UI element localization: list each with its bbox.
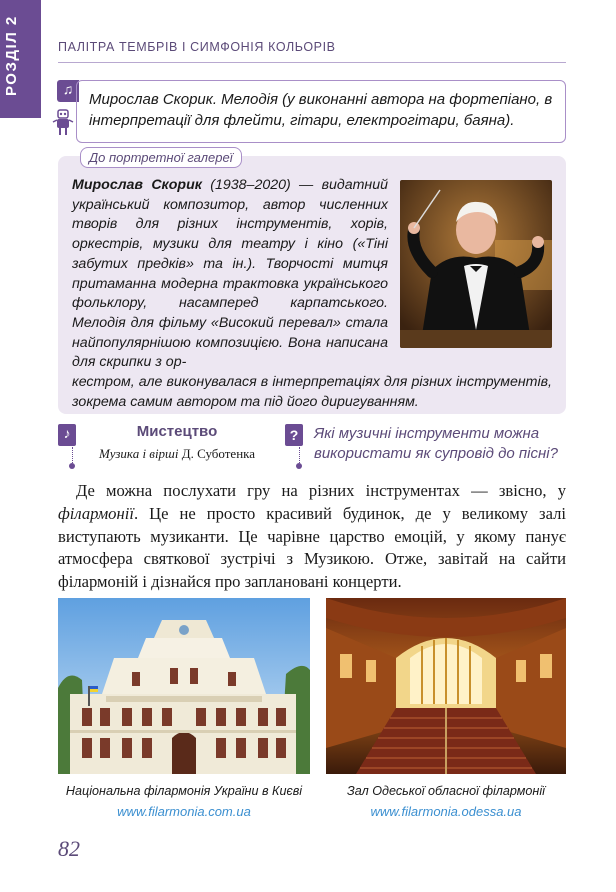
question-icon: ? [285,424,303,446]
body-part1: Де можна послухати гру на різних інструментах — звісно, у [76,481,566,500]
body-italic-term: філармонії [58,503,134,523]
gallery-label: До портретної галереї [80,147,242,168]
music-note-icon: ♪ [58,424,76,446]
gallery-text [72,176,388,373]
listening-task: Мирослав Скорик. Мелодія (у виконанні автора на фортепіано, в інтерпретації для флейти, гітари, електрогітари, баяна). [76,80,566,143]
headphones-icon: ♫ [57,80,79,102]
running-header: ПАЛІТРА ТЕМБРІВ І СИМФОНІЯ КОЛЬОРІВ [58,40,336,54]
section-tab [0,0,41,118]
url-kyiv-link[interactable]: www.filarmonia.com.ua [117,804,251,819]
odesa-hall-photo [326,598,566,774]
kyiv-philharmonic-photo [58,598,310,774]
gallery-text-lead: (1938–2020) — видатний український композитор, автор численних творів для різних інструментів, хорів, оркестрів, музики для театру і кіно («Тіні забутих предків» та ін.). Творчості митця притаманна модерна трактовка українського фольклору, насамперед карпатського. Мелодія для фільму «Високий перевал» стала найпопулярнішою композицією. Вона написана для скрипки з ор- [72,177,388,371]
url-odesa-link[interactable]: www.filarmonia.odessa.ua [370,804,522,819]
body-part2: . Це не просто красивий будинок, де у великому залі виступають музиканти. Це чарівне царство емоцій, у якому панує атмосфера святкової зустрічі з Музикою. Отже, завітай на сайти філармоній і дізнайся про заплановані концерти. [58,503,566,592]
composer-portrait [400,180,552,348]
gallery-text-tail: кестром, але виконувалася в інтерпретаціях для різних інструментів, зокрема самим автором та під його диригуванням. [72,374,552,410]
song-credits-author: Д. Суботенка [178,446,256,461]
song-connector-dot [69,463,75,469]
section-tab-label: РОЗДІЛ 2 [3,15,20,96]
song-credits-prefix: Музика і вірші [98,446,179,461]
body-paragraph [58,480,566,594]
robot-icon [52,108,74,138]
header-divider [58,62,566,63]
question-text: Які музичні інструменти можна використати як супровід до пісні? [314,425,558,462]
song-title: Мистецтво [136,423,218,440]
page-number: 82 [58,836,80,861]
song-credits [82,446,272,462]
composer-name: Мирослав Скорик [72,177,202,193]
question-connector-dot [296,463,302,469]
caption-odesa: Зал Одеської обласної філармонії [347,784,545,798]
caption-kyiv: Національна філармонія України в Києві [65,784,303,798]
